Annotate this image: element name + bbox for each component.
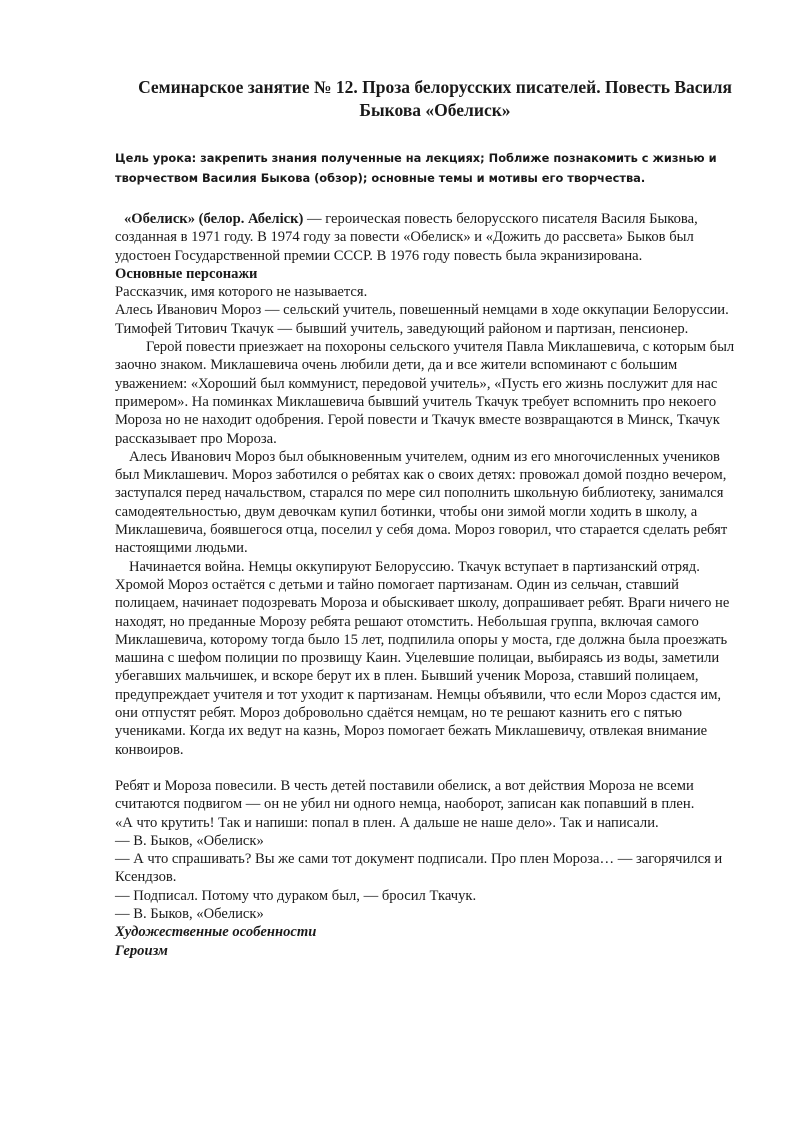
page-title: Семинарское занятие № 12. Проза белорусских писателей. Повесть Василя Быкова «Обелиск» <box>138 77 732 120</box>
quote-line: — А что спрашивать? Вы же сами тот документ подписали. Про плен Мороза… — загорячился и Ксендзов. <box>115 851 723 886</box>
intro-text: — героическая повесть белорусского писателя Василя Быкова, созданная в 1971 году. В 1974 году за повести «Обелиск» и «Дожить до рассвета» Быков был удостоен Государственной премии СССР. В 1976 году повесть была экранизирована. <box>115 211 698 264</box>
character-item: Алесь Иванович Мороз — сельский учитель, повешенный немцами в ходе оккупации Белоруссии. <box>115 302 729 319</box>
quote-source: — В. Быков, «Обелиск» <box>115 905 264 922</box>
lesson-goal: Цель урока: закрепить знания полученные на лекциях; Поближе познакомить с жизнью и творчеством Василия Быкова (обзор); основные темы и мотивы его творчества. <box>115 151 717 185</box>
character-item: Рассказчик, имя которого не называется. <box>115 284 368 301</box>
intro-paragraph <box>115 210 740 265</box>
heroism-heading: Героизм <box>115 942 168 959</box>
intro-title: «Обелиск» (белор. Абеліск) <box>124 211 304 227</box>
document-body <box>115 210 740 960</box>
quote-source: — В. Быков, «Обелиск» <box>115 832 264 849</box>
plot-paragraph-1: Герой повести приезжает на похороны сельского учителя Павла Миклашевича, с которым был заочно знаком. Миклашевича очень любили дети, да и все жители вспоминают с большим уважением: «Хороший был коммунист, передовой учитель», «Пусть его жизнь послужит для нас примером». На поминках Миклашевича бывший учитель Ткачук требует вспомнить про некоего Мороза но не находит одобрения. Герой повести и Ткачук вместе возвращаются в Минск, Ткачук рассказывает про Мороза. <box>115 339 735 447</box>
paragraph-gap <box>115 759 740 777</box>
characters-heading: Основные персонажи <box>115 265 258 282</box>
plot-paragraph-4: Ребят и Мороза повесили. В честь детей поставили обелиск, а вот действия Мороза не всеми считаются подвигом — он не убил ни одного немца, наоборот, записан как попавший в плен. <box>115 777 695 813</box>
character-item: Тимофей Титович Ткачук — бывший учитель, заведующий районом и партизан, пенсионер. <box>115 320 689 337</box>
features-heading: Художественные особенности <box>115 924 317 941</box>
quote-line: — Подписал. Потому что дураком был, — бросил Ткачук. <box>115 887 477 904</box>
plot-paragraph-2: Алесь Иванович Мороз был обыкновенным учителем, одним из его многочисленных учеников был Миклашевич. Мороз заботился о ребятах как о своих детях: провожал домой поздно вечером, заступался перед начальством, старался по мере сил пополнить школьную библиотеку, занимался самодеятельностью, двум девочкам купил ботинки, чтобы они зимой могли ходить в школу, а Миклашевича, боявшегося отца, поселил у себя дома. Мороз говорил, что старается сделать ребят настоящими людьми. <box>115 448 728 557</box>
plot-paragraph-3: Начинается война. Немцы оккупируют Белоруссию. Ткачук вступает в партизанский отряд. Хромой Мороз остаётся с детьми и тайно помогает партизанам. Один из сельчан, ставший полицаем, начинает подозревать Мороза и обыскивает школу, допрашивает ребят. Враги ничего не находят, но преданные Морозу ребята решают отомстить. Небольшая группа, включая самого Миклашевича, которому тогда было 15 лет, подпилила опоры у моста, где должна была проезжать машина с шефом полиции по прозвищу Каин. Уцелевшие полицаи, выбираясь из воды, заметили убегавших мальчишек, и вскоре берут их в плен. Бывший ученик Мороза, ставший полицаем, предупреждает учителя и тот уходит к партизанам. Немцы объявили, что если Мороз сдастся им, они отпустят ребят. Мороз добровольно сдаётся немцам, но те решают казнить его с пятью учениками. Когда их ведут на казнь, Мороз помогает бежать Миклашевичу, отвлекая внимание конвоиров. <box>115 558 730 758</box>
quote-line: «А что крутить! Так и напиши: попал в плен. А дальше не наше дело». Так и написали. <box>115 814 659 831</box>
